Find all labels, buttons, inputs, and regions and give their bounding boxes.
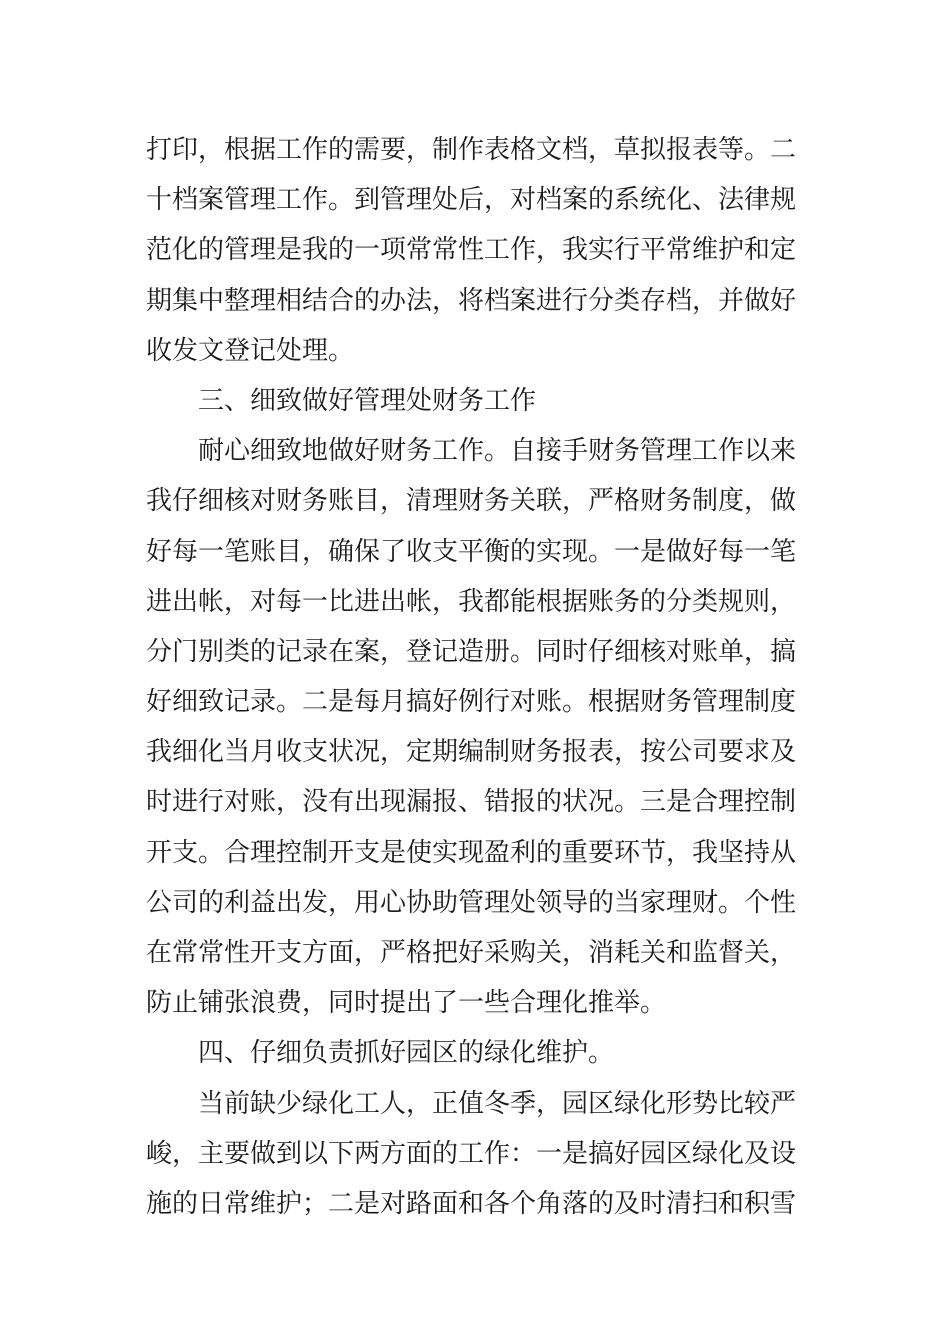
section-heading-greening: 四、仔细负责抓好园区的绿化维护。 <box>198 1038 615 1069</box>
text-line: 我仔细核对财务账目，清理财务关联，严格财务制度，做 <box>146 486 797 517</box>
section-heading-finance: 三、细致做好管理处财务工作 <box>198 385 537 416</box>
text-line: 收发文登记处理。 <box>146 335 355 366</box>
text-line: 好细致记录。二是每月搞好例行对账。根据财务管理制度 <box>146 687 797 718</box>
text-line: 分门别类的记录在案，登记造册。同时仔细核对账单，搞 <box>146 636 797 667</box>
text-line: 施的日常维护；二是对路面和各个角落的及时清扫和积雪 <box>146 1188 797 1219</box>
text-line: 公司的利益出发，用心协助管理处领导的当家理财。个性 <box>146 887 797 918</box>
text-line: 当前缺少绿化工人，正值冬季，园区绿化形势比较严 <box>198 1088 797 1119</box>
text-line: 范化的管理是我的一项常常性工作，我实行平常维护和定 <box>146 235 797 266</box>
body-text <box>146 125 806 1229</box>
text-line: 耐心细致地做好财务工作。自接手财务管理工作以来 <box>198 436 797 467</box>
text-line: 十档案管理工作。到管理处后，对档案的系统化、法律规 <box>146 185 797 216</box>
text-line: 期集中整理相结合的办法，将档案进行分类存档，并做好 <box>146 285 797 316</box>
text-line: 峻，主要做到以下两方面的工作：一是搞好园区绿化及设 <box>146 1138 797 1169</box>
text-line: 防止铺张浪费，同时提出了一些合理化推举。 <box>146 988 667 1019</box>
text-line: 时进行对账，没有出现漏报、错报的状况。三是合理控制 <box>146 787 797 818</box>
text-line: 进出帐，对每一比进出帐，我都能根据账务的分类规则， <box>146 586 797 617</box>
text-line: 在常常性开支方面，严格把好采购关，消耗关和监督关， <box>146 938 797 968</box>
text-line: 打印，根据工作的需要，制作表格文档，草拟报表等。二 <box>146 135 797 165</box>
text-line: 我细化当月收支状况，定期编制财务报表，按公司要求及 <box>146 737 797 768</box>
text-line: 开支。合理控制开支是使实现盈利的重要环节，我坚持从 <box>146 837 797 868</box>
text-line: 好每一笔账目，确保了收支平衡的实现。一是做好每一笔 <box>146 536 797 567</box>
